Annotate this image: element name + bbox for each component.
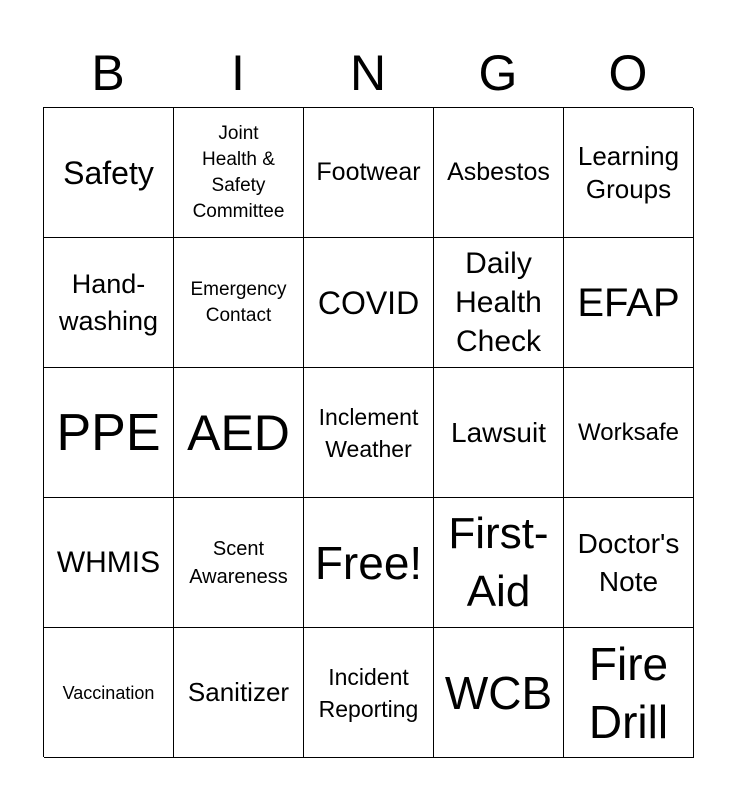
cell-label: EFAP <box>577 280 680 325</box>
bingo-cell[interactable] <box>174 628 304 758</box>
cell-label: Scent Awareness <box>189 537 288 588</box>
bingo-cell[interactable] <box>174 108 304 238</box>
cell-label: Inclement Weather <box>318 403 419 462</box>
cell-label: Sanitizer <box>187 677 290 707</box>
cell-label: Asbestos <box>447 158 550 186</box>
header-letter-g: G <box>478 45 518 101</box>
cell-label: AED <box>187 404 290 461</box>
bingo-cell[interactable] <box>564 368 694 498</box>
bingo-cell[interactable] <box>304 108 434 238</box>
cell-label: Vaccination <box>62 682 155 703</box>
bingo-header <box>43 40 693 106</box>
bingo-cell[interactable] <box>304 628 434 758</box>
header-letter-b: B <box>91 45 125 101</box>
bingo-cell[interactable] <box>44 108 174 238</box>
bingo-cell[interactable] <box>564 238 694 368</box>
cell-label: First- Aid <box>448 508 549 616</box>
bingo-cell[interactable] <box>434 498 564 628</box>
cell-label: Emergency Contact <box>190 278 287 326</box>
bingo-cell[interactable] <box>304 368 434 498</box>
cell-label: WHMIS <box>56 546 161 579</box>
bingo-cell[interactable] <box>434 368 564 498</box>
cell-label: Hand- washing <box>58 268 159 336</box>
cell-label: Free! <box>314 536 423 589</box>
cell-label: COVID <box>317 284 420 321</box>
bingo-cell[interactable] <box>564 498 694 628</box>
header-letter-i: I <box>231 45 245 101</box>
header-letter-o: O <box>608 45 648 101</box>
bingo-cell[interactable] <box>434 108 564 238</box>
bingo-cell[interactable] <box>304 498 434 628</box>
cell-label: Fire Drill <box>588 637 669 748</box>
cell-label: WCB <box>444 666 553 719</box>
bingo-cell[interactable] <box>304 238 434 368</box>
bingo-cell[interactable] <box>44 238 174 368</box>
cell-label: Doctor's Note <box>577 527 680 597</box>
cell-label: Footwear <box>316 158 421 186</box>
cell-label: PPE <box>56 403 161 462</box>
cell-label: Learning Groups <box>577 140 680 204</box>
bingo-cell[interactable] <box>44 628 174 758</box>
bingo-cell[interactable] <box>174 368 304 498</box>
bingo-cell[interactable] <box>44 498 174 628</box>
bingo-cell[interactable] <box>564 108 694 238</box>
cell-label: Daily Health Check <box>455 247 542 358</box>
bingo-cell[interactable] <box>564 628 694 758</box>
cell-label: Safety <box>63 154 154 191</box>
bingo-board <box>43 107 693 757</box>
bingo-cell[interactable] <box>44 368 174 498</box>
cell-label: Lawsuit <box>451 417 546 448</box>
cell-label: Worksafe <box>578 418 679 446</box>
header-letter-n: N <box>349 45 387 101</box>
cell-label: Joint Health & Safety Committee <box>192 122 285 222</box>
bingo-cell[interactable] <box>174 238 304 368</box>
bingo-cell[interactable] <box>434 628 564 758</box>
cell-label: Incident Reporting <box>318 663 419 722</box>
bingo-cell[interactable] <box>174 498 304 628</box>
bingo-cell[interactable] <box>434 238 564 368</box>
